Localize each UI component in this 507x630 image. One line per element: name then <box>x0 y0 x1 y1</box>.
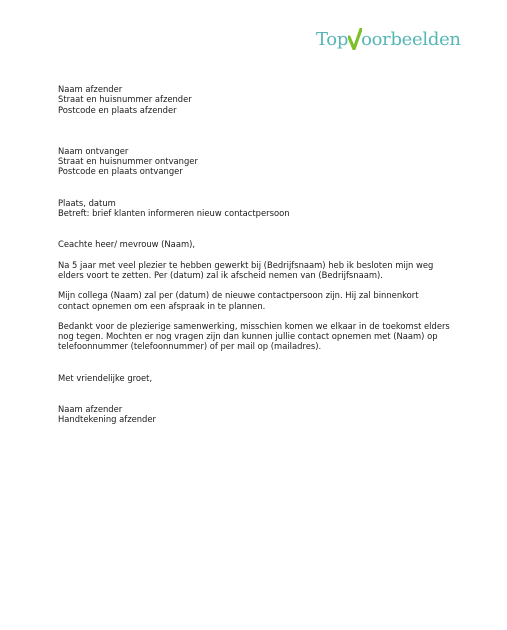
paragraph-3-line-3: telefoonnummer (telefoonnummer) of per mail op (mailadres). <box>58 341 322 352</box>
sender-street: Straat en huisnummer afzender <box>58 94 192 105</box>
paragraph-1-line-2: elders voort te zetten. Per (datum) zal ik afscheid nemen van (Bedrijfsnaam). <box>58 269 383 280</box>
letter-meta <box>58 198 458 219</box>
logo-v-checkmark-icon <box>348 28 362 50</box>
salutation: Ceachte heer/ mevrouw (Naam), <box>58 239 196 250</box>
recipient-street: Straat en huisnummer ontvanger <box>58 156 198 167</box>
recipient-city: Postcode en plaats ontvanger <box>58 166 183 177</box>
letter-body <box>58 84 458 425</box>
paragraph-3-line-2: nog tegen. Mochten er nog vragen zijn dan kunnen jullie contact opnemen met (Naam) op <box>58 331 438 342</box>
sender-name: Naam afzender <box>58 84 123 94</box>
topvoorbeelden-logo[interactable] <box>316 23 461 49</box>
signature-name: Naam afzender <box>58 404 123 415</box>
paragraph-3 <box>58 321 458 352</box>
paragraph-2-line-1: Mijn collega (Naam) zal per (datum) de nieuwe contactpersoon zijn. Hij zal binnenkort <box>58 290 419 301</box>
subject-line: Betreft: brief klanten informeren nieuw contactpersoon <box>58 208 290 219</box>
paragraph-1 <box>58 260 458 281</box>
sender-address <box>58 84 458 115</box>
paragraph-3-line-1: Bedankt voor de plezierige samenwerking, misschien komen we elkaar in de toekomst elders <box>58 320 450 331</box>
logo-text-oorbeelden: oorbeelden <box>361 29 461 50</box>
paragraph-2-line-2: contact opnemen om een afspraak in te plannen. <box>58 300 266 311</box>
closing: Met vriendelijke groet, <box>58 372 153 383</box>
recipient-address <box>58 146 458 177</box>
signature-block <box>58 404 458 425</box>
signature-placeholder: Handtekening afzender <box>58 414 156 425</box>
recipient-name: Naam ontvanger <box>58 145 129 156</box>
logo-text-top: Top <box>316 29 349 50</box>
paragraph-2 <box>58 290 458 311</box>
paragraph-1-line-1: Na 5 jaar met veel plezier te hebben gewerkt bij (Bedrijfsnaam) heb ik besloten mijn weg <box>58 259 434 270</box>
sender-city: Postcode en plaats afzender <box>58 104 177 115</box>
place-date: Plaats, datum <box>58 197 116 208</box>
